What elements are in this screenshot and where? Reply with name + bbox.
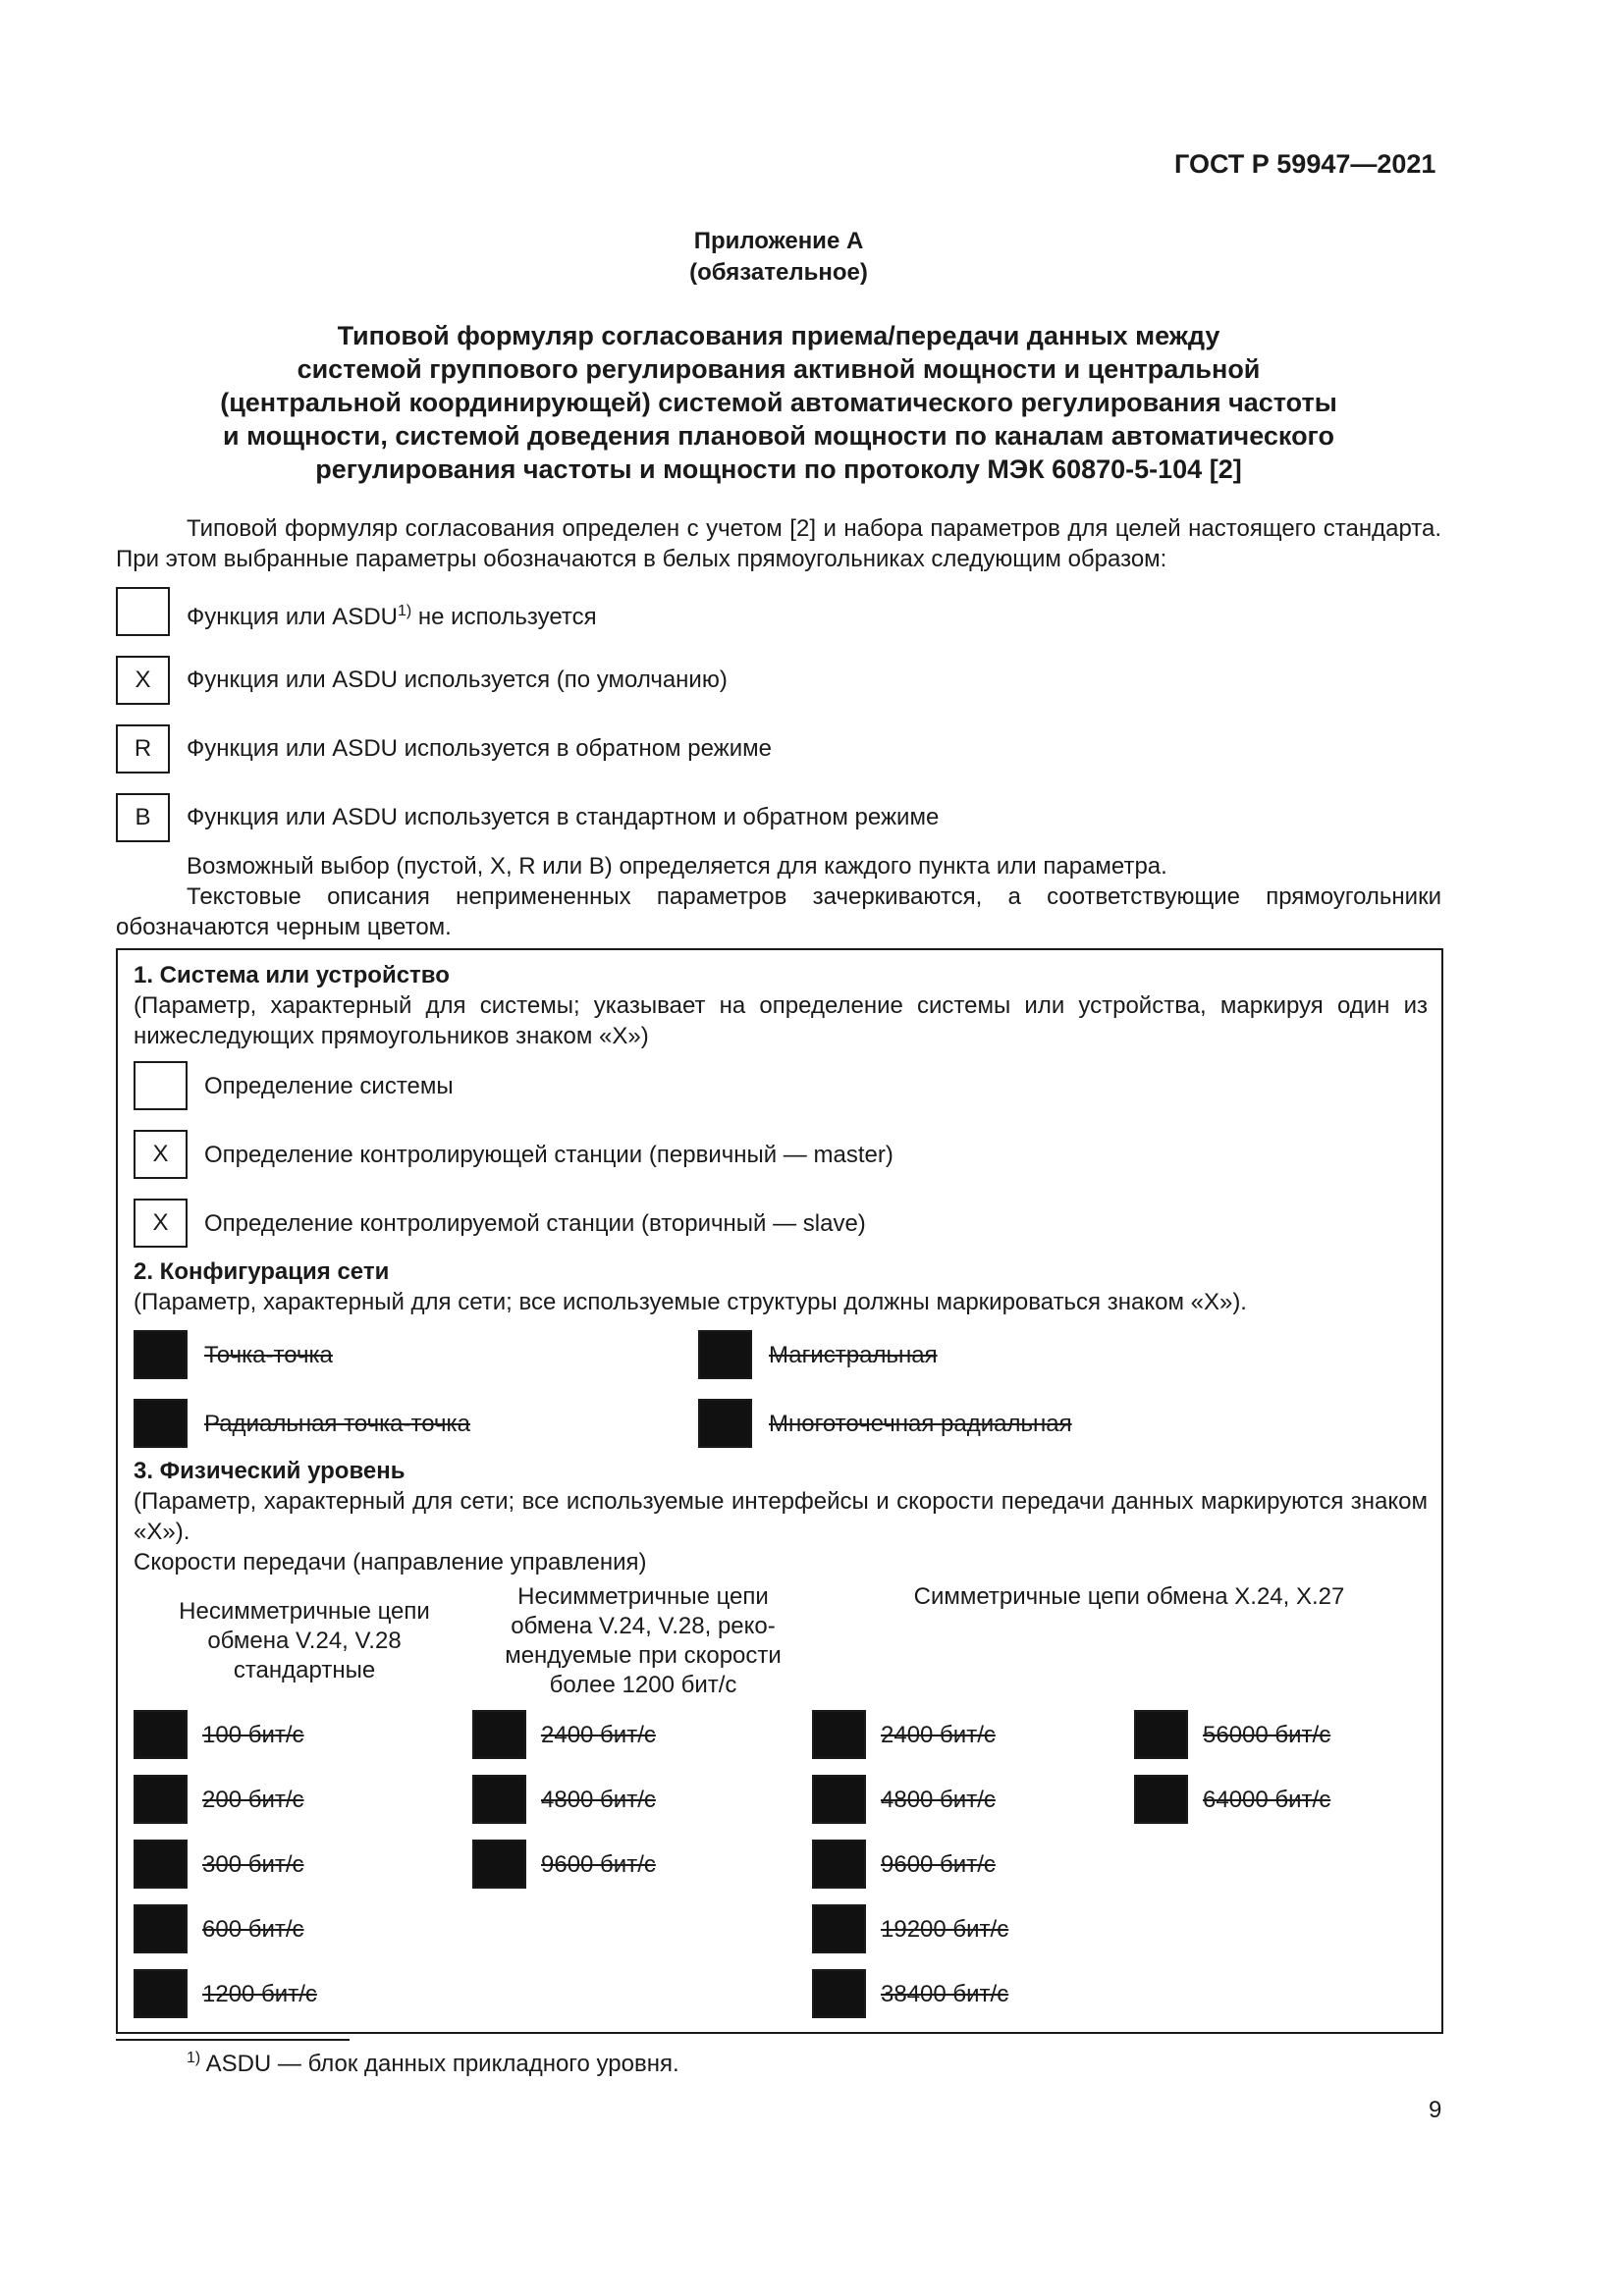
rate-checkbox[interactable] [134, 1969, 188, 2018]
title-line: (центральной координирующей) системой автоматического регулирования частоты [220, 388, 1337, 417]
column-header-balanced: Симметричные цепи обмена X.24, X.27 [913, 1583, 1345, 1610]
master-station-label: Определение контролирующей станции (первичный — master) [204, 1142, 893, 1168]
legend-label-reverse: Функция или ASDU используется в обратном режиме [187, 735, 772, 762]
header-line: Несимметричные цепи [179, 1598, 430, 1625]
rate-label: 9600 бит/с [881, 1851, 996, 1878]
rate-label: 4800 бит/с [881, 1787, 996, 1813]
rate-label: 56000 бит/с [1203, 1722, 1331, 1748]
section-3-desc: (Параметр, характерный для сети; все используемые интерфейсы и скорости передачи данных маркируются знаком «X»). [134, 1488, 1428, 1545]
rate-checkbox[interactable] [134, 1840, 188, 1889]
title-line: регулирования частоты и мощности по протоколу МЭК 60870-5-104 [2] [315, 454, 1242, 484]
footnote-ref: 1) [397, 603, 412, 619]
footnote-mark: 1) [187, 2050, 201, 2066]
rate-label: 19200 бит/с [881, 1916, 1009, 1943]
rate-label: 300 бит/с [202, 1851, 304, 1878]
rate-label: 600 бит/с [202, 1916, 304, 1943]
appendix-heading [116, 226, 1441, 289]
point-to-point-checkbox[interactable] [134, 1330, 188, 1379]
system-definition-checkbox[interactable] [134, 1061, 188, 1110]
legend-text: не используется [411, 604, 597, 630]
rate-checkbox[interactable] [472, 1710, 526, 1759]
rate-checkbox[interactable] [1134, 1710, 1188, 1759]
section-1 [134, 960, 1428, 1051]
rate-label: 4800 бит/с [541, 1787, 656, 1813]
note-strike: Текстовые описания непримененных параметров зачеркиваются, а соответствующие прямоугольники обозначаются черным цветом. [116, 883, 1441, 940]
header-line: более 1200 бит/с [549, 1672, 737, 1698]
master-station-checkbox[interactable]: X [134, 1130, 188, 1179]
section-1-desc: (Параметр, характерный для системы; указывает на определение системы или устройства, маркируя один из нижеследующих прямоугольников знаком «X») [134, 992, 1428, 1049]
rate-checkbox[interactable] [134, 1775, 188, 1824]
rate-checkbox[interactable] [812, 1710, 866, 1759]
rate-checkbox[interactable] [812, 1969, 866, 2018]
point-to-point-label: Точка-точка [204, 1342, 333, 1368]
note-choice: Возможный выбор (пустой, X, R или B) определяется для каждого пункта или параметра. [187, 853, 1167, 880]
section-3-subtitle: Скорости передачи (направление управления) [134, 1549, 647, 1575]
legend-checkbox-empty [116, 587, 170, 636]
rate-label: 2400 бит/с [881, 1722, 996, 1748]
rate-checkbox[interactable] [472, 1775, 526, 1824]
section-1-title: 1. Система или устройство [134, 962, 450, 988]
footnote-text: ASDU — блок данных прикладного уровня. [205, 2051, 679, 2077]
system-definition-label: Определение системы [204, 1073, 454, 1099]
rate-checkbox[interactable] [472, 1840, 526, 1889]
section-3-title: 3. Физический уровень [134, 1458, 406, 1484]
legend-checkbox-x: X [116, 656, 170, 705]
column-header-unbalanced-recommended [481, 1582, 805, 1700]
rate-checkbox[interactable] [134, 1904, 188, 1953]
rate-checkbox[interactable] [812, 1840, 866, 1889]
rate-checkbox[interactable] [134, 1710, 188, 1759]
rate-label: 200 бит/с [202, 1787, 304, 1813]
legend-checkbox-b: B [116, 793, 170, 842]
title-line: и мощности, системой доведения плановой мощности по каналам автоматического [223, 421, 1334, 451]
legend-text: Функция или ASDU [187, 604, 398, 630]
document-title [116, 319, 1441, 486]
header-line: обмена V.24, V.28, реко- [511, 1613, 776, 1639]
rate-checkbox[interactable] [812, 1775, 866, 1824]
section-2-title: 2. Конфигурация сети [134, 1258, 390, 1285]
document-code: ГОСТ Р 59947—2021 [1174, 149, 1436, 179]
section-3 [134, 1456, 1428, 1577]
header-line: обмена V.24, V.28 [207, 1628, 402, 1654]
header-line: Несимметричные цепи [517, 1583, 769, 1610]
page-number: 9 [1429, 2097, 1442, 2123]
multipoint-radial-checkbox[interactable] [698, 1399, 752, 1448]
footnote-separator [116, 2039, 350, 2041]
rate-label: 64000 бит/с [1203, 1787, 1331, 1813]
rate-label: 9600 бит/с [541, 1851, 656, 1878]
legend-label-both: Функция или ASDU используется в стандартном и обратном режиме [187, 804, 940, 830]
legend-label-unused [187, 597, 597, 632]
section-2-desc: (Параметр, характерный для сети; все используемые структуры должны маркироваться знаком «X»). [134, 1289, 1247, 1315]
bus-line-checkbox[interactable] [698, 1330, 752, 1379]
radial-p2p-label: Радиальная точка-точка [204, 1411, 470, 1437]
slave-station-checkbox[interactable]: X [134, 1199, 188, 1248]
legend-label-default: Функция или ASDU используется (по умолчанию) [187, 667, 728, 693]
header-line: стандартные [233, 1657, 376, 1683]
slave-station-label: Определение контролируемой станции (вторичный — slave) [204, 1210, 866, 1237]
section-2 [134, 1256, 1428, 1317]
appendix-name: Приложение А [693, 228, 864, 254]
header-line: мендуемые при скорости [505, 1642, 782, 1669]
rate-label: 100 бит/с [202, 1722, 304, 1748]
rate-checkbox[interactable] [1134, 1775, 1188, 1824]
title-line: Типовой формуляр согласования приема/передачи данных между [337, 321, 1220, 350]
multipoint-radial-label: Многоточечная радиальная [769, 1411, 1072, 1437]
footnote [187, 2050, 679, 2078]
rate-label: 38400 бит/с [881, 1981, 1009, 2007]
rate-checkbox[interactable] [812, 1904, 866, 1953]
column-header-unbalanced-standard [147, 1597, 461, 1685]
intro-paragraph: Типовой формуляр согласования определен с учетом [2] и набора параметров для целей настоящего стандарта. При этом выбранные параметры обозначаются в белых прямоугольниках следующим образом: [116, 515, 1441, 572]
radial-p2p-checkbox[interactable] [134, 1399, 188, 1448]
rate-label: 2400 бит/с [541, 1722, 656, 1748]
bus-line-label: Магистральная [769, 1342, 938, 1368]
appendix-status: (обязательное) [689, 259, 868, 286]
rate-label: 1200 бит/с [202, 1981, 317, 2007]
title-line: системой группового регулирования активной мощности и центральной [297, 354, 1261, 384]
legend-checkbox-r: R [116, 724, 170, 774]
